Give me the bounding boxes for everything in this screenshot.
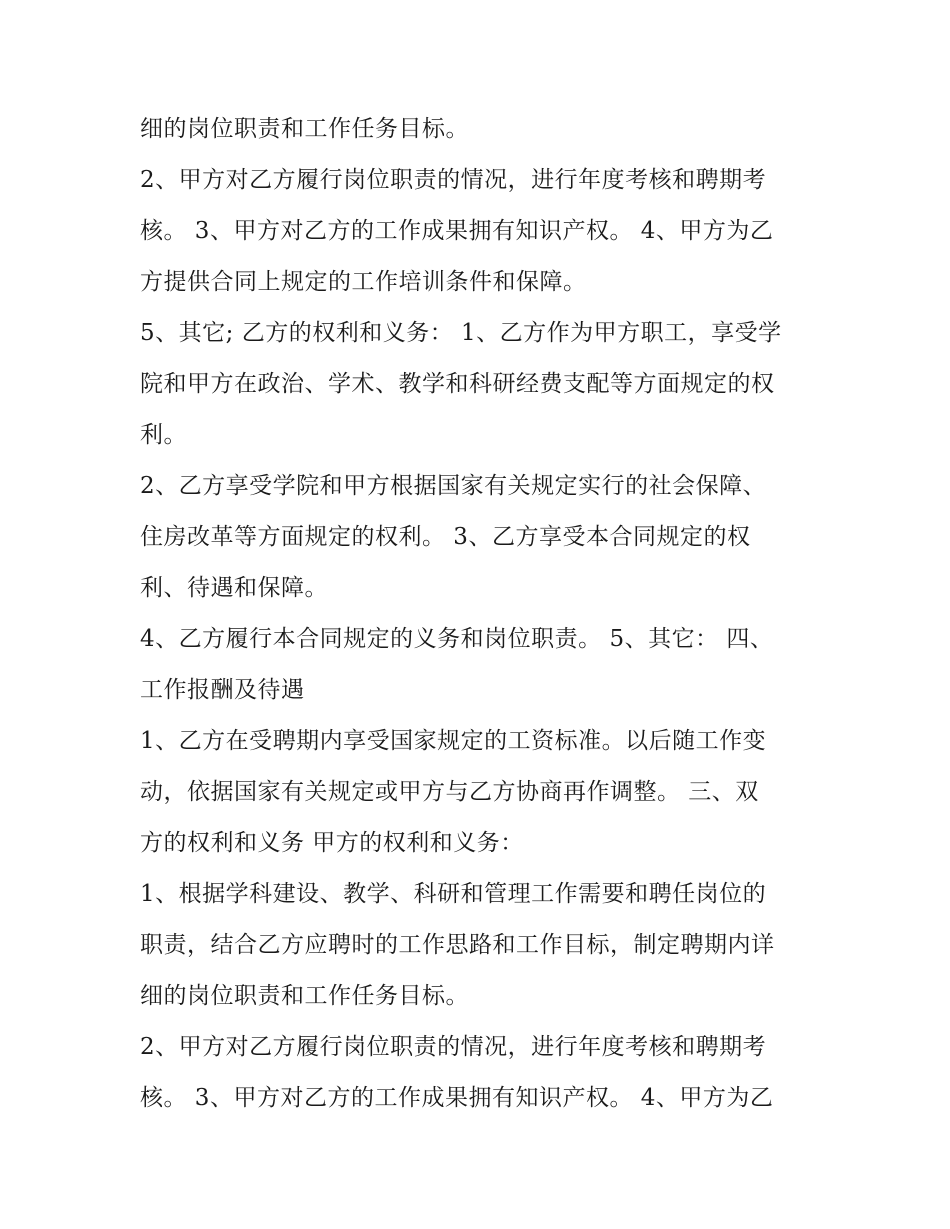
document-body (140, 104, 830, 1124)
text-line: 2、甲方对乙方履行岗位职责的情况，进行年度考核和聘期考 (140, 1034, 767, 1060)
text-line: 4、乙方履行本合同规定的义务和岗位职责。 5、其它： 四、 (140, 626, 774, 652)
text-line: 方的权利和义务 甲方的权利和义务： (140, 830, 524, 856)
text-line: 院和甲方在政治、学术、教学和科研经费支配等方面规定的权 (140, 371, 775, 397)
text-line: 住房改革等方面规定的权利。 3、乙方享受本合同规定的权 (140, 524, 751, 550)
text-line: 方提供合同上规定的工作培训条件和保障。 (140, 269, 587, 295)
text-line: 工作报酬及待遇 (140, 677, 305, 703)
text-line: 细的岗位职责和工作任务目标。 (140, 116, 469, 142)
text-line: 1、根据学科建设、教学、科研和管理工作需要和聘任岗位的 (140, 881, 767, 907)
text-line: 核。 3、甲方对乙方的工作成果拥有知识产权。 4、甲方为乙 (140, 1085, 774, 1111)
text-line: 2、甲方对乙方履行岗位职责的情况，进行年度考核和聘期考 (140, 167, 767, 193)
text-line: 核。 3、甲方对乙方的工作成果拥有知识产权。 4、甲方为乙 (140, 218, 774, 244)
text-line: 细的岗位职责和工作任务目标。 (140, 983, 469, 1009)
text-line: 职责，结合乙方应聘时的工作思路和工作目标，制定聘期内详 (140, 932, 775, 958)
text-line: 动，依据国家有关规定或甲方与乙方协商再作调整。 三、双 (140, 779, 759, 805)
text-line: 5、其它; 乙方的权利和义务： 1、乙方作为甲方职工，享受学 (140, 320, 782, 346)
text-line: 利。 (140, 422, 187, 448)
text-line: 利、待遇和保障。 (140, 575, 328, 601)
text-line: 1、乙方在受聘期内享受国家规定的工资标准。以后随工作变 (140, 728, 767, 754)
text-line: 2、乙方享受学院和甲方根据国家有关规定实行的社会保障、 (140, 473, 767, 499)
